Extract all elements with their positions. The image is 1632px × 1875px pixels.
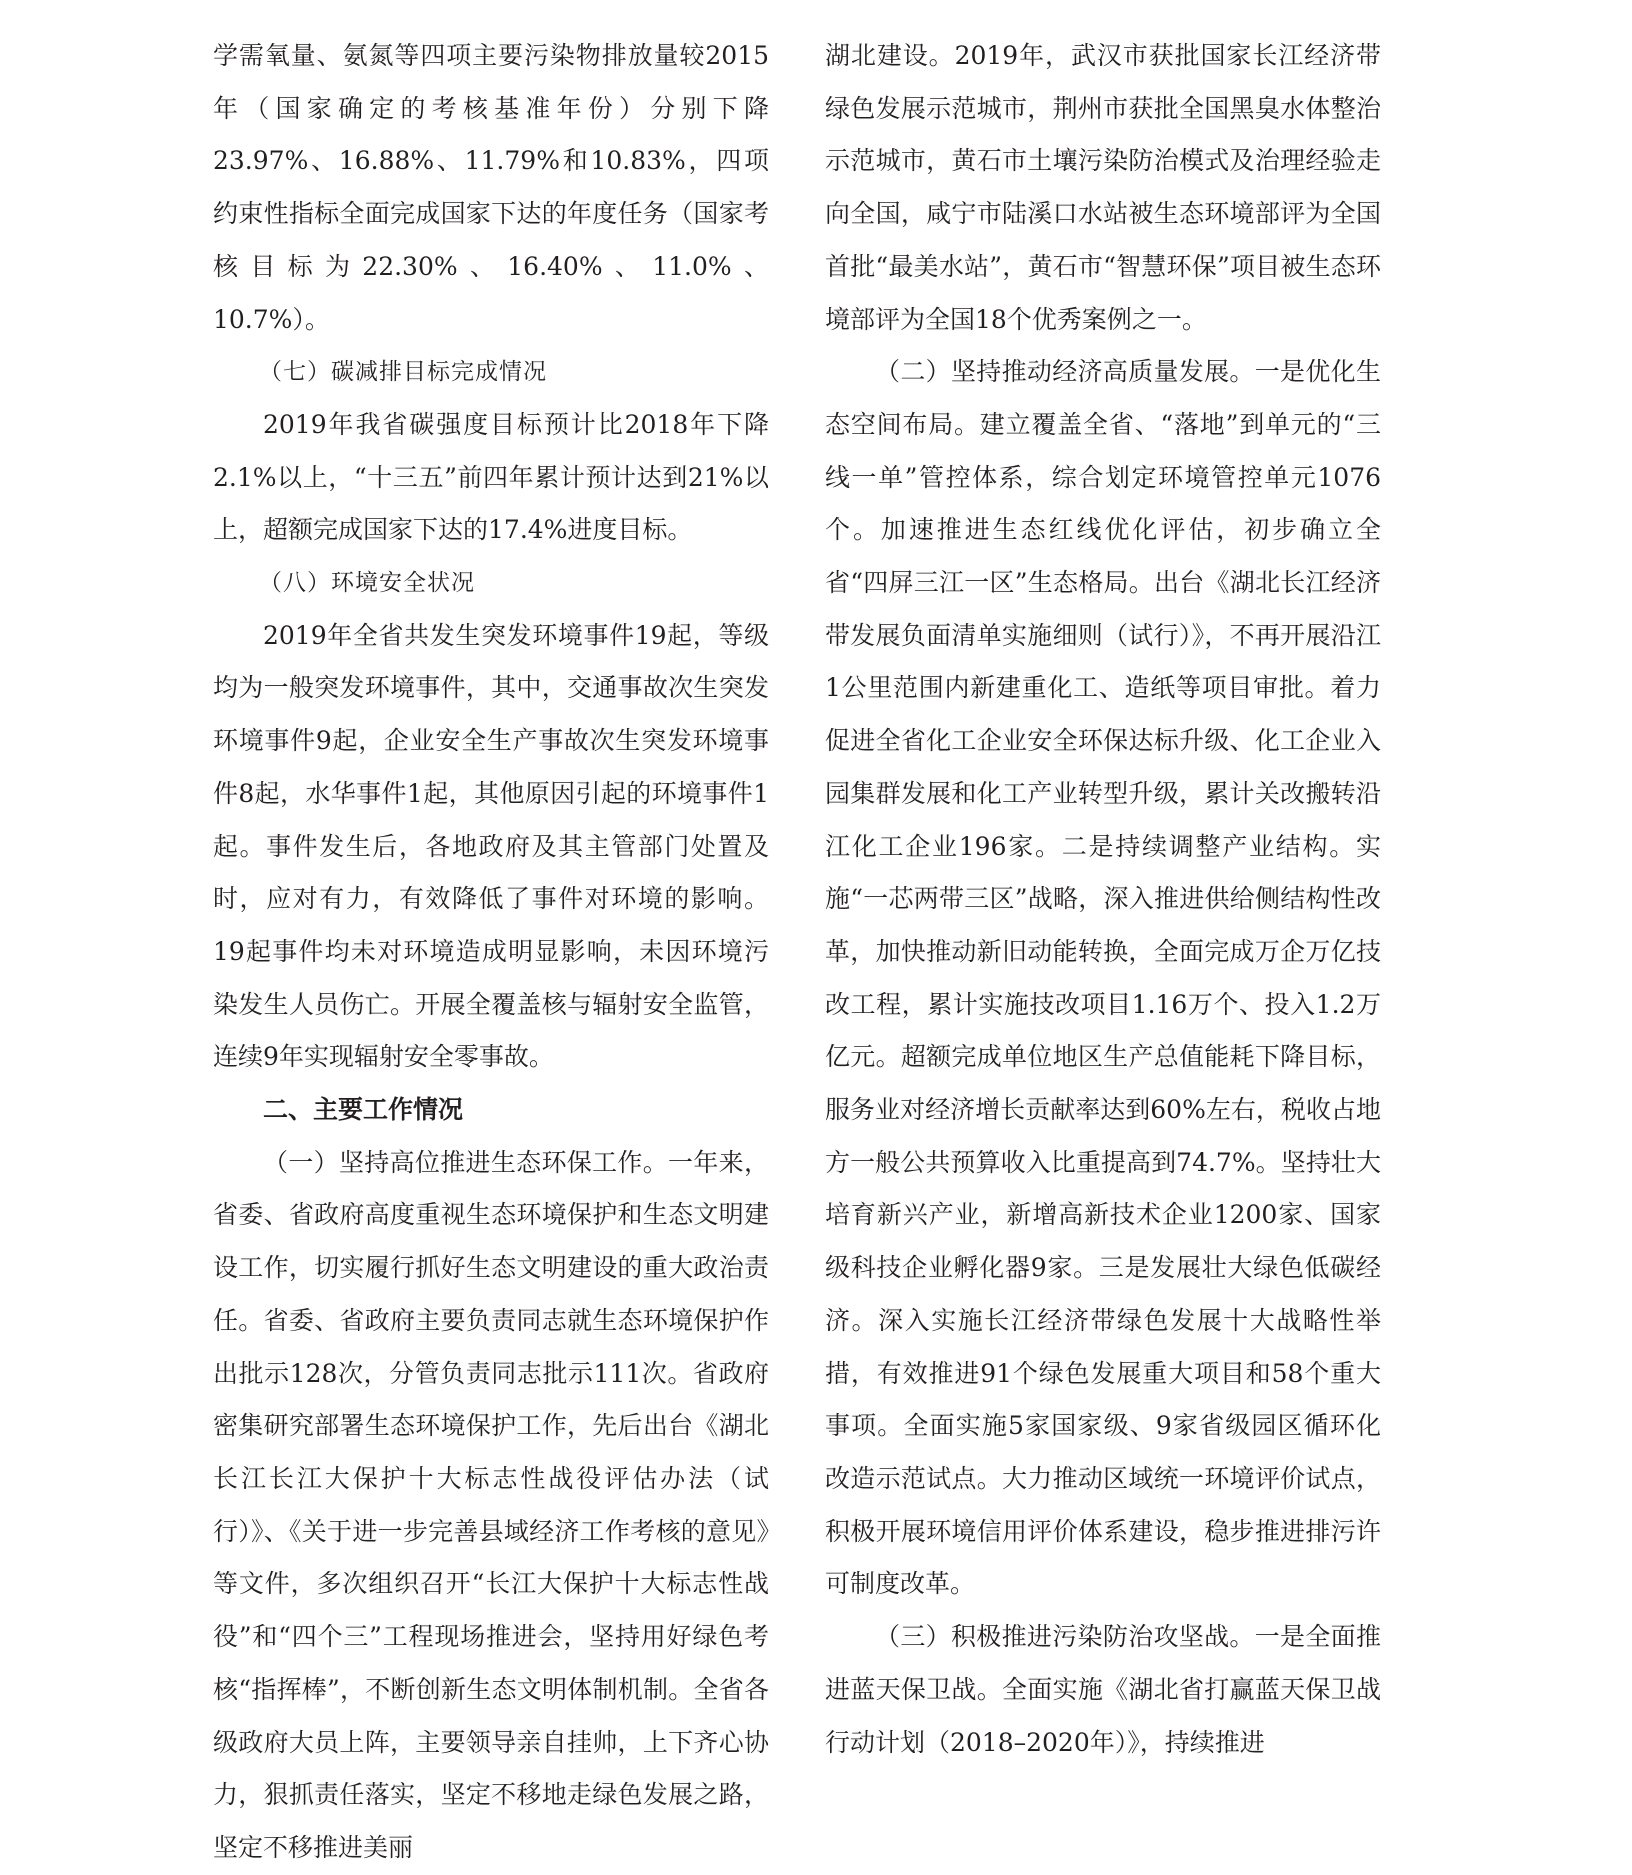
paragraph: （二）坚持推动经济高质量发展。一是优化生态空间布局。建立覆盖全省、“落地”到单元的“三线一单”管控体系，综合划定环境管控单元1076个。加速推进生态红线优化评估，初步确立全省“四屏三江一区”生态格局。出台《湖北长江经济带发展负面清单实施细则（试行）》，不再开展沿江1公里范围内新建重化工、造纸等项目审批。着力促进全省化工企业安全环保达标升级、化工企业入园集群发展和化工产业转型升级，累计关改搬转沿江化工企业196家。二是持续调整产业结构。实施“一芯两带三区”战略，深入推进供给侧结构性改革，加快推动新旧动能转换，全面完成万企万亿技改工程，累计实施技改项目1.16万个、投入1.2万亿元。超额完成单位地区生产总值能耗下降目标，服务业对经济增长贡献率达到60%左右，税收占地方一般公共预算收入比重提高到74.7%。坚持壮大培育新兴产业，新增高新技术企业1200家、国家级科技企业孵化器9家。三是发展壮大绿色低碳经济。深入实施长江经济带绿色发展十大战略性举措，有效推进91个绿色发展重大项目和58个重大事项。全面实施5家国家级、9家省级园区循环化改造示范试点。大力推动区域统一环境评价试点，积极开展环境信用评价体系建设，稳步推进排污许可制度改革。 (825, 357, 1381, 1599)
paragraph: 2019年我省碳强度目标预计比2018年下降2.1%以上，“十三五”前四年累计预计达到21%以上，超额完成国家下达的17.4%进度目标。 (213, 409, 769, 545)
paragraph: （三）积极推进污染防治攻坚战。一是全面推进蓝天保卫战。全面实施《湖北省打赢蓝天保卫战行动计划（2018–2020年）》，持续推进 (825, 1622, 1381, 1757)
left-column (213, 30, 769, 1875)
paragraph: 2019年全省共发生突发环境事件19起，等级均为一般突发环境事件，其中，交通事故次生突发环境事件9起，企业安全生产事故次生突发环境事件8起，水华事件1起，其他原因引起的环境事件1起。事件发生后，各地政府及其主管部门处置及时，应对有力，有效降低了事件对环境的影响。19起事件均未对环境造成明显影响，未因环境污染发生人员伤亡。开展全覆盖核与辐射安全监管，连续9年实现辐射安全零事故。 (213, 620, 769, 1072)
section-heading: 二、主要工作情况 (263, 1095, 464, 1125)
right-column (825, 30, 1381, 1769)
paragraph: 湖北建设。2019年，武汉市获批国家长江经济带绿色发展示范城市，荆州市获批全国黑臭水体整治示范城市，黄石市土壤污染防治模式及治理经验走向全国，咸宁市陆溪口水站被生态环境部评为全国首批“最美水站”，黄石市“智慧环保”项目被生态环境部评为全国18个优秀案例之一。 (825, 41, 1381, 334)
paragraph: 学需氧量、氨氮等四项主要污染物排放量较2015年（国家确定的考核基准年份）分别下降23.97%、16.88%、11.79%和10.83%，四项约束性指标全面完成国家下达的年度任务（国家考核目标为22.30%、16.40%、11.0%、10.7%）。 (213, 41, 769, 334)
paragraph: （一）坚持高位推进生态环保工作。一年来，省委、省政府高度重视生态环境保护和生态文明建设工作，切实履行抓好生态文明建设的重大政治责任。省委、省政府主要负责同志就生态环境保护作出批示128次，分管负责同志批示111次。省政府密集研究部署生态环境保护工作，先后出台《湖北长江长江大保护十大标志性战役评估办法（试行）》、《关于进一步完善县域经济工作考核的意见》等文件，多次组织召开“长江大保护十大标志性战役”和“四个三”工程现场推进会，坚持用好绿色考核“指挥棒”，不断创新生态文明体制机制。全省各级政府大员上阵，主要领导亲自挂帅，上下齐心协力，狠抓责任落实，坚定不移地走绿色发展之路，坚定不移推进美丽 (213, 1147, 769, 1862)
subsection-heading: （八）环境安全状况 (259, 570, 475, 597)
subsection-heading: （七）碳减排目标完成情况 (259, 359, 547, 386)
